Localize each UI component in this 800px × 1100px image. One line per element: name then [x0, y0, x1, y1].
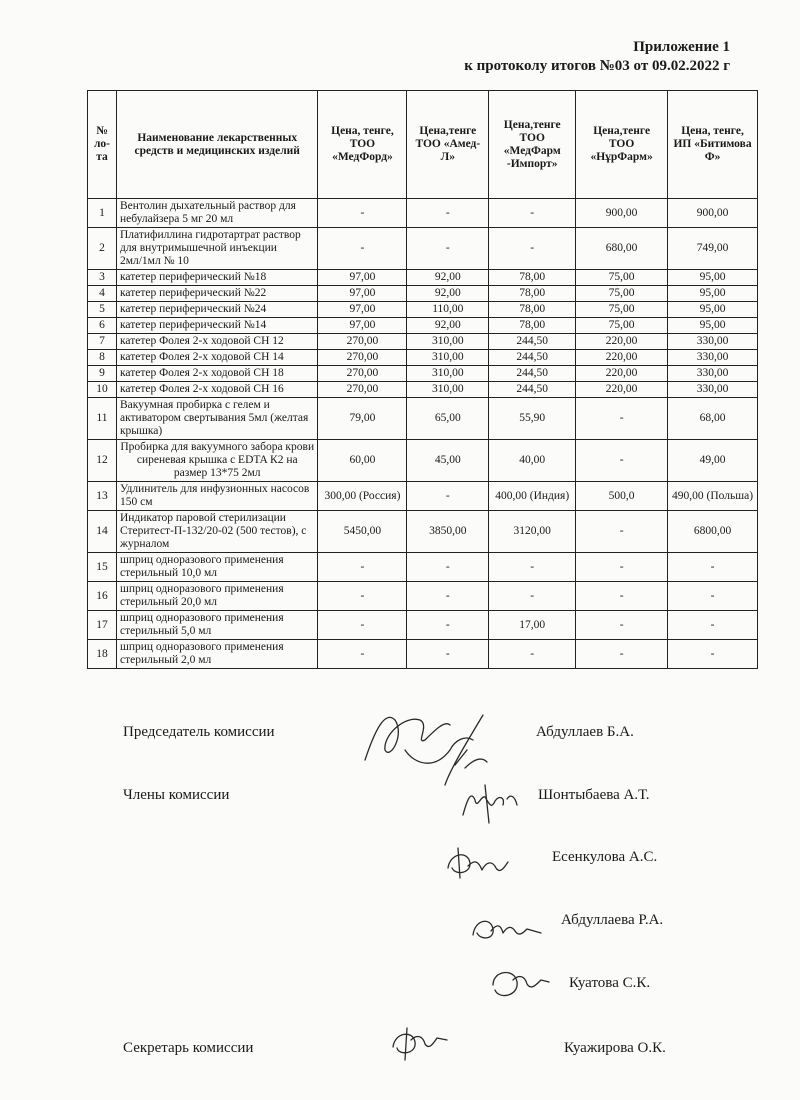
price-medford: 97,00 [318, 302, 407, 318]
member-name-2: Есенкулова А.С. [552, 849, 658, 865]
price-amed: 92,00 [407, 286, 489, 302]
price-medfarm: 3120,00 [489, 511, 576, 553]
table-header-row [88, 91, 758, 199]
price-nurfarm: - [576, 398, 668, 440]
price-medford: 79,00 [318, 398, 407, 440]
lot-number: 2 [88, 228, 117, 270]
price-amed: - [407, 582, 489, 611]
col-header-lot: № ло-та [88, 91, 117, 199]
price-medford: - [318, 228, 407, 270]
price-amed: 310,00 [407, 334, 489, 350]
price-medfarm: 78,00 [489, 270, 576, 286]
price-medfarm: 17,00 [489, 611, 576, 640]
price-bitimova: - [668, 582, 758, 611]
table-row [88, 440, 758, 482]
price-amed: 92,00 [407, 318, 489, 334]
table-row [88, 640, 758, 669]
item-name: катетер периферический №22 [116, 286, 318, 302]
price-amed: 3850,00 [407, 511, 489, 553]
table-row [88, 270, 758, 286]
price-bitimova: 68,00 [668, 398, 758, 440]
price-bitimova: 490,00 (Польша) [668, 482, 758, 511]
price-medfarm: 40,00 [489, 440, 576, 482]
lot-number: 1 [88, 199, 117, 228]
price-nurfarm: - [576, 440, 668, 482]
table-row [88, 611, 758, 640]
appendix-title: Приложение 1 [633, 39, 730, 55]
price-medford: 270,00 [318, 350, 407, 366]
item-name: катетер Фолея 2-х ходовой СН 16 [116, 382, 318, 398]
header [464, 38, 730, 76]
price-amed: 310,00 [407, 350, 489, 366]
table-row [88, 334, 758, 350]
lot-number: 7 [88, 334, 117, 350]
table-row [88, 482, 758, 511]
price-nurfarm: 75,00 [576, 270, 668, 286]
secretary-title: Секретарь комиссии [123, 1040, 254, 1056]
lot-number: 17 [88, 611, 117, 640]
price-medford: - [318, 199, 407, 228]
item-name: Платифиллина гидротартрат раствор для внутримышечной инъекции 2мл/1мл № 10 [116, 228, 318, 270]
price-medfarm: 244,50 [489, 334, 576, 350]
price-amed: 92,00 [407, 270, 489, 286]
price-medfarm: 78,00 [489, 318, 576, 334]
price-nurfarm: - [576, 640, 668, 669]
price-bitimova: - [668, 611, 758, 640]
col-header-name: Наименование лекарственных средств и медицинских изделий [116, 91, 318, 199]
price-medford: 300,00 (Россия) [318, 482, 407, 511]
table-row [88, 553, 758, 582]
item-name: катетер Фолея 2-х ходовой СН 14 [116, 350, 318, 366]
price-medford: 270,00 [318, 334, 407, 350]
item-name: катетер периферический №14 [116, 318, 318, 334]
price-medford: 270,00 [318, 366, 407, 382]
price-nurfarm: 75,00 [576, 302, 668, 318]
price-amed: 310,00 [407, 366, 489, 382]
price-nurfarm: 220,00 [576, 366, 668, 382]
chairman-title: Председатель комиссии [123, 724, 275, 740]
price-medfarm: - [489, 199, 576, 228]
lot-number: 4 [88, 286, 117, 302]
price-nurfarm: - [576, 511, 668, 553]
lot-number: 14 [88, 511, 117, 553]
lot-number: 6 [88, 318, 117, 334]
price-bitimova: 749,00 [668, 228, 758, 270]
chairman-name: Абдуллаев Б.А. [536, 724, 634, 740]
secretary-name: Куажирова О.К. [564, 1040, 666, 1056]
member-signature-2 [438, 838, 518, 888]
price-nurfarm: 220,00 [576, 350, 668, 366]
price-medford: - [318, 553, 407, 582]
item-name: шприц одноразового применения стерильный 10,0 мл [116, 553, 318, 582]
price-medfarm: - [489, 553, 576, 582]
lot-number: 8 [88, 350, 117, 366]
lot-number: 9 [88, 366, 117, 382]
price-amed: - [407, 199, 489, 228]
price-nurfarm: 500,0 [576, 482, 668, 511]
lot-number: 12 [88, 440, 117, 482]
col-header-medfarm: Цена,тенге ТОО «МедФарм -Импорт» [489, 91, 576, 199]
price-nurfarm: 220,00 [576, 334, 668, 350]
price-medford: 97,00 [318, 270, 407, 286]
table-row [88, 366, 758, 382]
price-bitimova: 900,00 [668, 199, 758, 228]
price-bitimova: - [668, 553, 758, 582]
item-name: Пробирка для вакуумного забора крови сиреневая крышка с EDTA К2 на размер 13*75 2мл [116, 440, 318, 482]
item-name: катетер периферический №24 [116, 302, 318, 318]
lot-number: 13 [88, 482, 117, 511]
item-name: катетер Фолея 2-х ходовой СН 12 [116, 334, 318, 350]
price-amed: - [407, 553, 489, 582]
item-name: Вентолин дыхательный раствор для небулайзера 5 мг 20 мл [116, 199, 318, 228]
price-medford: 97,00 [318, 286, 407, 302]
member-signature-4 [485, 960, 555, 1005]
lot-number: 11 [88, 398, 117, 440]
price-medfarm: 78,00 [489, 302, 576, 318]
table-row [88, 511, 758, 553]
price-nurfarm: - [576, 553, 668, 582]
price-amed: 110,00 [407, 302, 489, 318]
table-row [88, 398, 758, 440]
price-bitimova: 95,00 [668, 302, 758, 318]
item-name: шприц одноразового применения стерильный 2,0 мл [116, 640, 318, 669]
item-name: шприц одноразового применения стерильный 20,0 мл [116, 582, 318, 611]
item-name: Индикатор паровой стерилизации Стеритест-П-132/20-02 (500 тестов), с журналом [116, 511, 318, 553]
price-medfarm: - [489, 228, 576, 270]
price-medford: 60,00 [318, 440, 407, 482]
price-bitimova: 95,00 [668, 270, 758, 286]
price-bitimova: 6800,00 [668, 511, 758, 553]
price-amed: - [407, 611, 489, 640]
table-row [88, 286, 758, 302]
table-row [88, 199, 758, 228]
table-row [88, 228, 758, 270]
price-medford: - [318, 611, 407, 640]
price-medford: 5450,00 [318, 511, 407, 553]
lot-number: 16 [88, 582, 117, 611]
secretary-signature [385, 1022, 455, 1062]
item-name: катетер периферический №18 [116, 270, 318, 286]
price-bitimova: 49,00 [668, 440, 758, 482]
price-bitimova: 95,00 [668, 286, 758, 302]
member-name-1: Шонтыбаева А.Т. [538, 787, 650, 803]
table-row [88, 302, 758, 318]
price-amed: - [407, 482, 489, 511]
item-name: шприц одноразового применения стерильный 5,0 мл [116, 611, 318, 640]
price-bitimova: 330,00 [668, 334, 758, 350]
price-amed: - [407, 640, 489, 669]
member-signature-1 [455, 775, 525, 825]
price-nurfarm: 900,00 [576, 199, 668, 228]
price-medfarm: 244,50 [489, 366, 576, 382]
table-row [88, 382, 758, 398]
member-name-4: Куатова С.К. [569, 975, 651, 991]
price-nurfarm: 75,00 [576, 318, 668, 334]
protocol-reference: к протоколу итогов №03 от 09.02.2022 г [464, 58, 730, 74]
price-medfarm: 78,00 [489, 286, 576, 302]
price-amed: 310,00 [407, 382, 489, 398]
price-bitimova: 95,00 [668, 318, 758, 334]
price-amed: 45,00 [407, 440, 489, 482]
lot-number: 18 [88, 640, 117, 669]
price-nurfarm: - [576, 582, 668, 611]
price-medfarm: 55,90 [489, 398, 576, 440]
table-row [88, 350, 758, 366]
col-header-nurfarm: Цена,тенге ТОО «НұрФарм» [576, 91, 668, 199]
price-medfarm: - [489, 582, 576, 611]
price-medford: - [318, 582, 407, 611]
price-nurfarm: - [576, 611, 668, 640]
table-row [88, 318, 758, 334]
price-medfarm: 400,00 (Индия) [489, 482, 576, 511]
lot-number: 10 [88, 382, 117, 398]
col-header-bitimova: Цена, тенге, ИП «Битимова Ф» [668, 91, 758, 199]
col-header-amed: Цена,тенге ТОО «Амед-Л» [407, 91, 489, 199]
price-bitimova: 330,00 [668, 382, 758, 398]
price-medfarm: 244,50 [489, 350, 576, 366]
lot-number: 3 [88, 270, 117, 286]
member-signature-3 [465, 905, 550, 945]
price-nurfarm: 680,00 [576, 228, 668, 270]
member-name-3: Абдуллаева Р.А. [561, 912, 664, 928]
price-table [87, 90, 758, 669]
price-nurfarm: 220,00 [576, 382, 668, 398]
lot-number: 5 [88, 302, 117, 318]
price-bitimova: 330,00 [668, 366, 758, 382]
price-amed: - [407, 228, 489, 270]
price-nurfarm: 75,00 [576, 286, 668, 302]
price-bitimova: - [668, 640, 758, 669]
item-name: Вакуумная пробирка с гелем и активатором свертывания 5мл (желтая крышка) [116, 398, 318, 440]
price-amed: 65,00 [407, 398, 489, 440]
price-medford: - [318, 640, 407, 669]
table-row [88, 582, 758, 611]
price-medford: 97,00 [318, 318, 407, 334]
price-medford: 270,00 [318, 382, 407, 398]
lot-number: 15 [88, 553, 117, 582]
col-header-medford: Цена, тенге, ТОО «МедФорд» [318, 91, 407, 199]
price-medfarm: - [489, 640, 576, 669]
price-medfarm: 244,50 [489, 382, 576, 398]
members-title: Члены комиссии [123, 787, 230, 803]
price-bitimova: 330,00 [668, 350, 758, 366]
item-name: катетер Фолея 2-х ходовой СН 18 [116, 366, 318, 382]
item-name: Удлинитель для инфузионных насосов 150 см [116, 482, 318, 511]
